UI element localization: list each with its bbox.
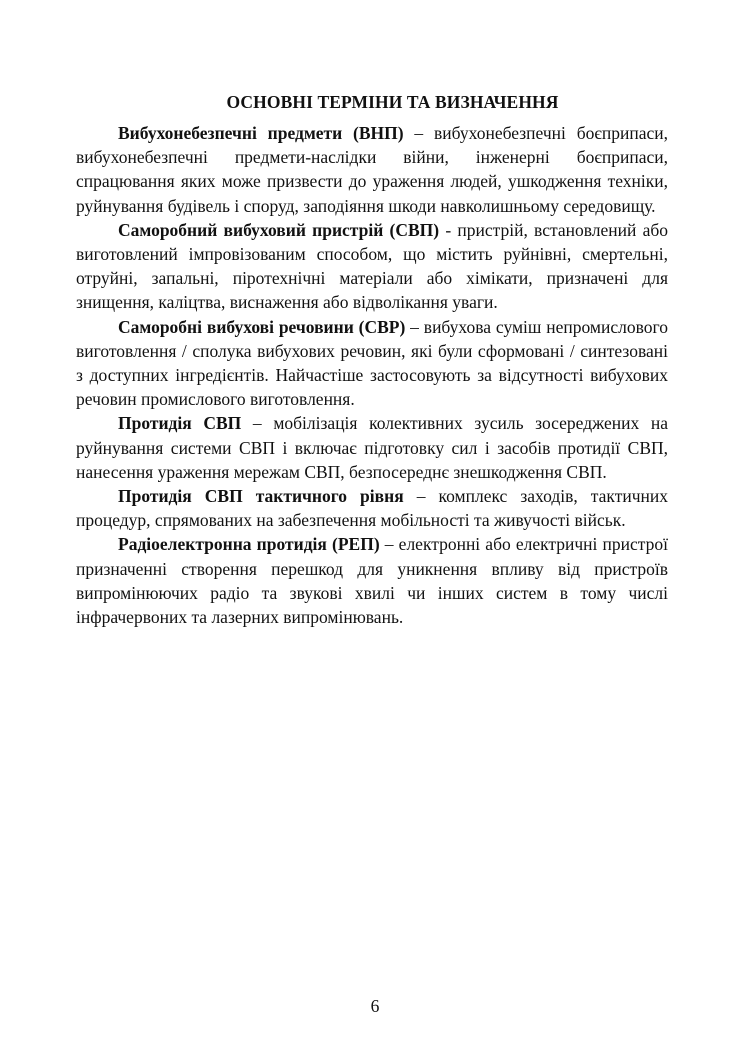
- term-name: Саморобний вибуховий пристрій (СВП): [118, 219, 440, 240]
- term-definition: – електронні або електричні пристрої призначенні створення перешкод для уникнення впливу від пристроїв випромінюючих радіо та звукові хвилі чи інших систем в тому числі інфрачервоних та лазерних випромінювань.: [76, 534, 669, 628]
- term-definition: - пристрій, встановлений або виготовлений імпровізованим способом, що містить руйнівні, смертельні, отруйні, запальні, піротехнічні матеріали або хімікати, призначені для знищення, каліцтва, виснаження або відволікання уваги.: [76, 219, 668, 313]
- term-definition: – комплекс заходів, тактичних процедур, спрямованих на забезпечення мобільності та живучості військ.: [76, 486, 669, 531]
- term-paragraph-rep: [76, 532, 668, 629]
- terms-list: [76, 121, 668, 629]
- term-name: Протидія СВП тактичного рівня: [118, 486, 404, 507]
- page-number: 6: [370, 996, 380, 1016]
- term-paragraph-svr: [76, 315, 668, 412]
- term-name: Вибухонебезпечні предмети (ВНП): [118, 123, 404, 143]
- term-name: Радіоелектронна протидія (РЕП): [118, 534, 380, 555]
- term-definition: – вибухонебезпечні боєприпаси, вибухонебезпечні предмети-наслідки війни, інженерні боєприпаси, спрацювання яких може призвести до ураження людей, ушкодження техніки, руйнування будівель і споруд, заподіяння шкоди навколишньому середовищу.: [76, 123, 668, 216]
- term-paragraph-vnp: [76, 121, 668, 218]
- term-paragraph-protydiia-svp-taktychnoho-rivnia: [76, 484, 668, 532]
- term-definition: – мобілізація колективних зусиль зосереджених на руйнування системи СВП і включає підготовку сил і засобів протидії СВП, нанесення ураження мережам СВП, безпосереднє знешкодження СВП.: [76, 413, 668, 482]
- term-name: Протидія СВП: [118, 413, 242, 434]
- term-paragraph-protydiia-svp: [76, 411, 668, 484]
- term-name: Саморобні вибухові речовини (СВР): [118, 316, 406, 337]
- term-definition: – вибухова суміш непромислового виготовлення / сполука вибухових речовин, які були сформовані / синтезовані з доступних інгредієнтів. Найчастіше застосовують за відсутності вибухових речовин промислового виготовлення.: [76, 316, 669, 410]
- page-heading: ОСНОВНІ ТЕРМІНИ ТА ВИЗНАЧЕННЯ: [226, 92, 559, 112]
- term-paragraph-svp: [76, 218, 668, 315]
